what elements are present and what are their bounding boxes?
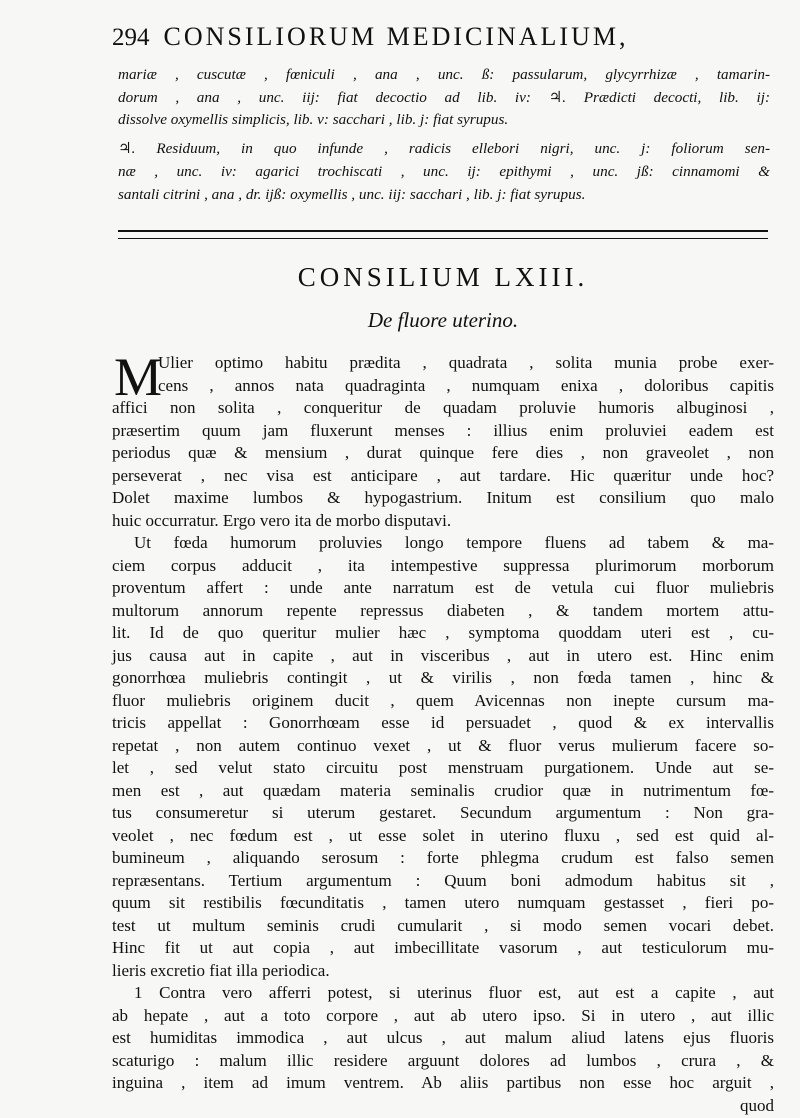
text-line: Dolet maxime lumbos & hypogastrium. Initum est consilium quo malo (112, 488, 774, 507)
text-line: Ulier optimo habitu prædita , quadrata , solita munia probe exer- (158, 353, 774, 372)
catchword: quod (740, 1095, 774, 1115)
text-line: jus causa aut in capite , aut in visceribus , aut in utero est. Hinc enim (112, 645, 774, 665)
text-line: est humiditas immodica , aut ulcus , aut malum aliud latens ejus fluoris (112, 1028, 774, 1047)
text-line: huic occurratur. Ergo vero ita de morbo disputavi. (112, 510, 452, 530)
section-title: CONSILIUM LXIII. (297, 262, 589, 292)
recipe-line: dissolve oxymellis simplicis, lib. v: sacchari , lib. j: fiat syrupus. (118, 111, 509, 129)
text-line: ab hepate , aut a toto corpore , aut ab utero ipso. Si in utero , aut illic (112, 1005, 774, 1025)
text-line: let , sed velut stato circuitu post menstruam purgationem. Unde aut se- (112, 758, 774, 777)
text-line: gonorrhœa muliebris contingit , ut & virilis , non fœda tamen , hinc & (112, 668, 774, 687)
section-divider-rule (118, 230, 768, 239)
text-line: lit. Id de quo queritur mulier hæc , symptoma quoddam uteri est , cu- (112, 623, 774, 642)
recipe-line: mariæ , cuscutæ , fœniculi , ana , unc. ß: passularum, glycyrrhizæ , tamarin- (118, 66, 770, 83)
text-line: bumineum , aliquando serosum : forte phlegma crudum est falso semen (112, 848, 774, 867)
text-line: Ut fœda humorum proluvies longo tempore fluens ad tabem & ma- (134, 533, 774, 552)
text-line: tricis appellat : Gonorrhœam esse id persuadet , quod & ex intervallis (112, 713, 774, 732)
text-line: test ut multum seminis crudi cumularit , si modo semen vocari debet. (112, 915, 774, 935)
text-line: perseverat , nec visa est anticipare , aut tardare. Hic quæritur unde hoc? (112, 465, 774, 485)
text-line: præsertim quum jam fluxerunt menses : illius enim proluviei eadem est (112, 420, 774, 440)
text-line: proventum affert : unde ante narratum est de vetula cui fluor muliebris (112, 578, 774, 597)
text-line: lieris excretio fiat illa periodica. (112, 960, 330, 980)
paragraph-1 (112, 347, 774, 532)
recipe-line: næ , unc. iv: agarici trochiscati , unc. ij: epithymi , unc. jß: cinnamomi & (118, 162, 770, 180)
text-line: periodus quæ & mensium , durat quinque fere dies , non graveolet , non (112, 443, 774, 462)
recipe-line: dorum , ana , unc. iij: fiat decoctio ad lib. iv: ♃. Prædicti decocti, lib. ij: (118, 88, 770, 106)
text-line: repetat , non autem continuo vexet , ut & fluor verus mulierum facere so- (112, 735, 774, 755)
text-line: ciem corpus adducit , ita intempestive suppressa plurimorum morborum (112, 555, 774, 575)
text-line: Hinc fit ut aut copia , aut imbecillitate vasorum , aut testiculorum mu- (112, 938, 774, 957)
text-line: veolet , nec fœdum est , ut esse solet in uterino fluxu , sed est quid al- (112, 825, 774, 845)
page-number: 294 (112, 24, 150, 51)
text-line: quum sit restibilis fœcunditatis , tamen utero numquam gestasset , fieri po- (112, 893, 774, 912)
recipe-line: santali citrini , ana , dr. ijß: oxymellis , unc. iij: sacchari , lib. j: fiat syrupus. (118, 185, 586, 203)
running-head (112, 22, 772, 58)
section-subtitle: De fluore uterino. (367, 308, 519, 332)
text-line: cens , annos nata quadraginta , numquam enixa , doloribus capitis (158, 375, 774, 395)
text-line: repræsentans. Tertium argumentum : Quum boni admodum habitus sit , (112, 870, 774, 890)
running-title: CONSILIORUM MEDICINALIUM, (163, 22, 629, 51)
text-line: scaturigo : malum illic residere arguunt dolores ad lumbos , crura , & (112, 1050, 774, 1070)
recipe-continuation (118, 64, 770, 206)
text-line: inguina , item ad imum ventrem. Ab aliis partibus non esse hoc arguit , (112, 1073, 774, 1092)
drop-cap: M (114, 347, 163, 407)
paragraph-3 (112, 982, 774, 1117)
text-line: fluor muliebris originem ducit , quem Avicennas non inepte cursum ma- (112, 690, 774, 710)
text-line: multorum annorum repente repressus diabeten , & tandem mortem attu- (112, 600, 774, 620)
paragraph-2 (112, 532, 774, 982)
recipe-line: ♃. Residuum, in quo infunde , radicis ellebori nigri, unc. j: foliorum sen- (118, 140, 770, 158)
body-text (112, 347, 774, 1117)
text-line: affici non solita , conqueritur de quadam proluvie humoris albuginosi , (112, 398, 774, 417)
text-line: men est , aut quædam materia seminalis crudior quæ in nutrimentum fœ- (112, 780, 774, 800)
text-line: 1 Contra vero afferri potest, si uterinus fluor est, aut est a capite , aut (134, 983, 774, 1002)
text-line: tus consumeretur si uterum gestaret. Secundum argumentum : Non gra- (112, 803, 774, 822)
